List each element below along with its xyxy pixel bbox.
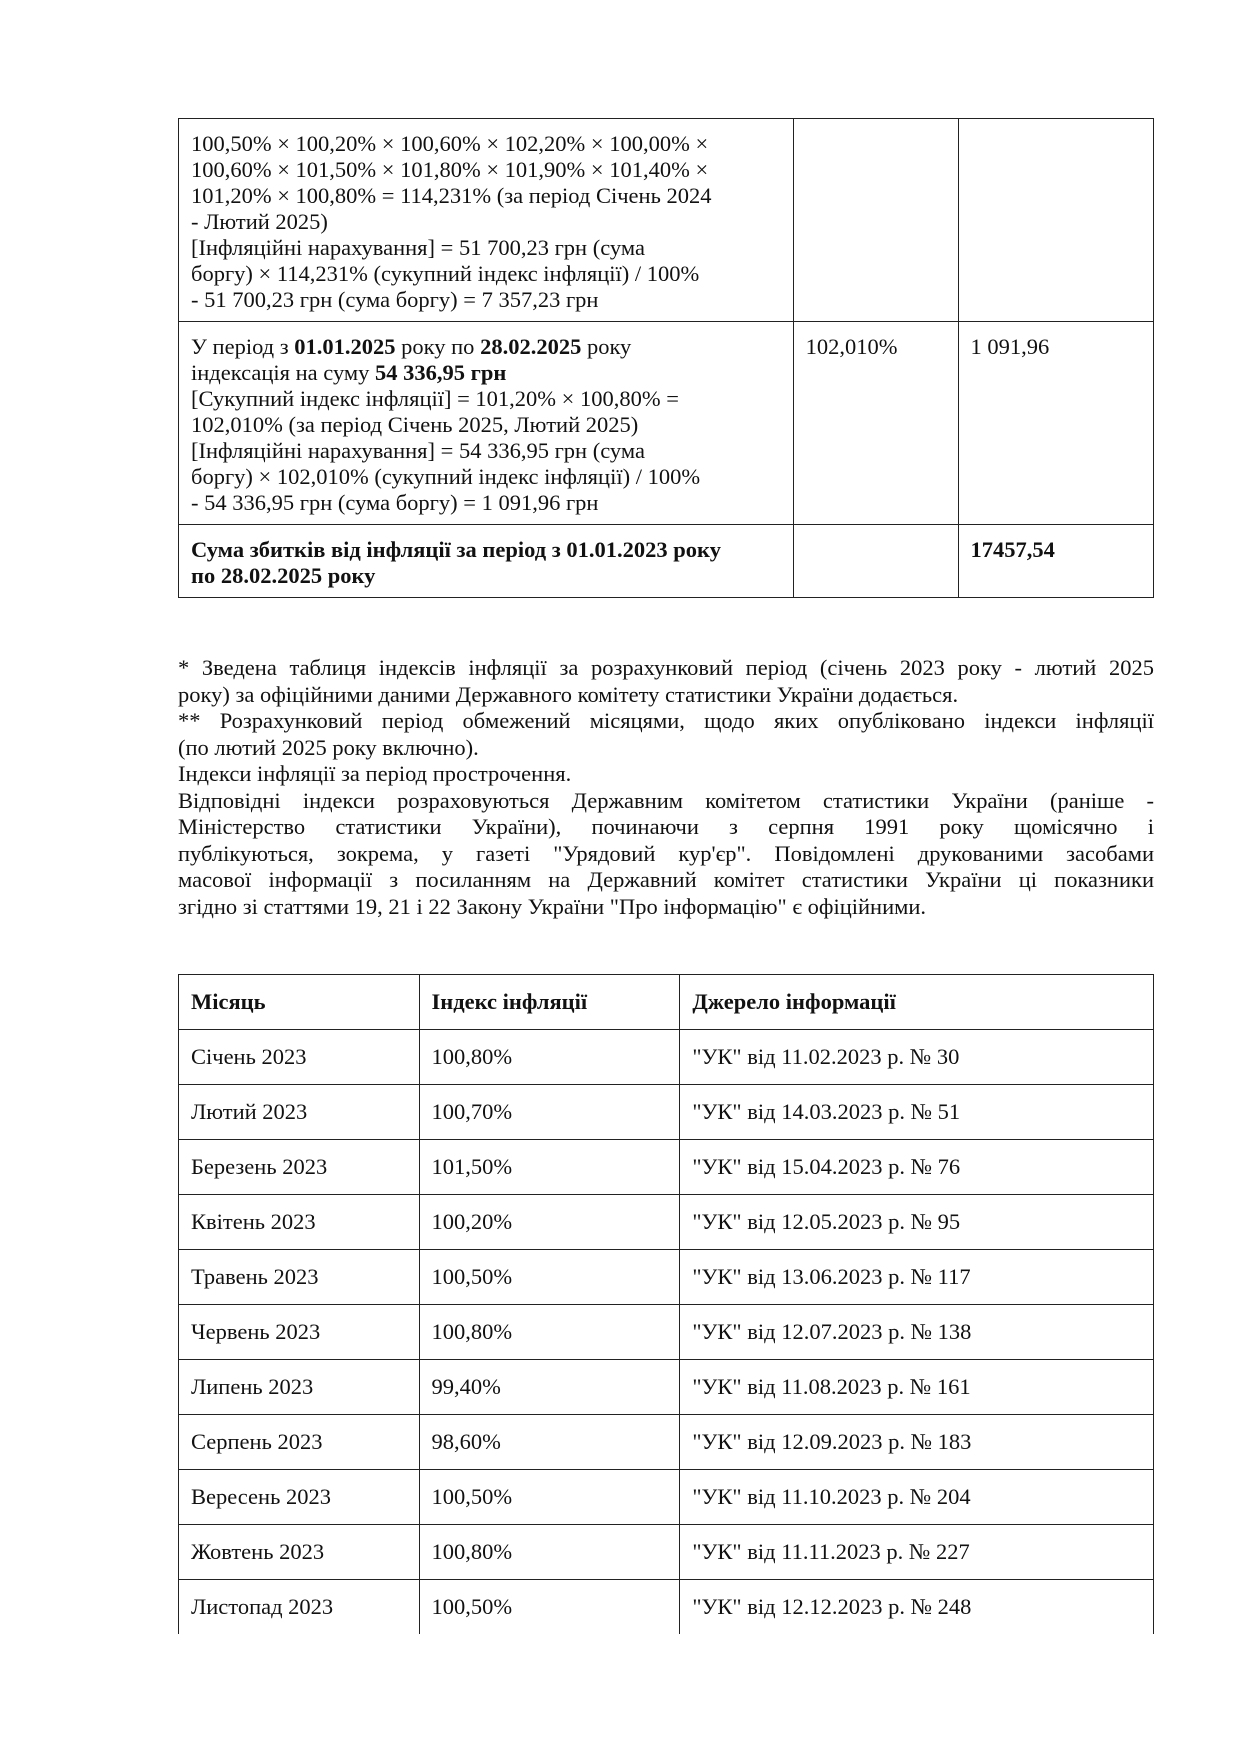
inflation-calculation-table (178, 118, 1154, 598)
calc-index-cell: 102,010% (793, 322, 958, 525)
source-cell: "УК" від 13.06.2023 р. № 117 (680, 1250, 1154, 1305)
calc-description-cell (179, 119, 794, 322)
paragraph-line: масової інформації з посиланням на Державний комітет статистики України ці показники (178, 867, 1154, 892)
month-cell: Листопад 2023 (179, 1580, 420, 1635)
calc-line: [Сукупний індекс інфляції] = 101,20% × 100,80% = (191, 386, 679, 411)
source-cell: "УК" від 11.02.2023 р. № 30 (680, 1030, 1154, 1085)
calc-line: боргу) × 102,010% (сукупний індекс інфляції) / 100% (191, 464, 701, 489)
calc-row (179, 119, 1154, 322)
month-cell: Вересень 2023 (179, 1470, 420, 1525)
note-line: ** Розрахунковий період обмежений місяцями, щодо яких опубліковано індекси інфляції (178, 708, 1154, 733)
index-cell: 100,50% (419, 1580, 680, 1635)
month-cell: Лютий 2023 (179, 1085, 420, 1140)
table-row (179, 1525, 1154, 1580)
calc-line: 100,60% × 101,50% × 101,80% × 101,90% × 101,40% × (191, 157, 709, 182)
notes-section (178, 655, 1154, 920)
month-cell: Квітень 2023 (179, 1195, 420, 1250)
calc-line: 100,50% × 100,20% × 100,60% × 102,20% × 100,00% × (191, 131, 709, 156)
calc-line: 101,20% × 100,80% = 114,231% (за період Січень 2024 (191, 183, 712, 208)
month-cell: Березень 2023 (179, 1140, 420, 1195)
header-source: Джерело інформації (680, 975, 1154, 1030)
note-line: * Зведена таблиця індексів інфляції за розрахунковий період (січень 2023 року - лютий 2025 (178, 655, 1154, 680)
table-row (179, 1305, 1154, 1360)
paragraph-line: згідно зі статтями 19, 21 і 22 Закону України "Про інформацію" є офіційними. (178, 893, 927, 919)
inflation-index-table (178, 974, 1154, 1634)
total-label-line: по 28.02.2025 року (191, 563, 376, 588)
note-line: (по лютий 2025 року включно). (178, 734, 479, 760)
index-cell: 100,80% (419, 1525, 680, 1580)
calc-total-row (179, 525, 1154, 598)
month-cell: Червень 2023 (179, 1305, 420, 1360)
paragraph-line: публікуються, зокрема, у газеті "Урядовий кур'єр". Повідомлені друкованими засобами (178, 840, 1154, 866)
index-cell: 100,50% (419, 1250, 680, 1305)
paragraph-line: Міністерство статистики України), починаючи з серпня 1991 року щомісячно і (178, 814, 1154, 839)
table-row (179, 1470, 1154, 1525)
calc-line: боргу) × 114,231% (сукупний індекс інфляції) / 100% (191, 261, 700, 286)
index-cell: 101,50% (419, 1140, 680, 1195)
paragraph-line: Відповідні індекси розраховуються Державним комітетом статистики України (раніше - (178, 787, 1154, 813)
total-index-cell (793, 525, 958, 598)
header-index: Індекс інфляції (419, 975, 680, 1030)
table-row (179, 1085, 1154, 1140)
calc-sum-line: індексація на суму 54 336,95 грн (191, 360, 507, 385)
note-line: року) за офіційними даними Державного комітету статистики України додається. (178, 681, 959, 707)
month-cell: Січень 2023 (179, 1030, 420, 1085)
source-cell: "УК" від 12.05.2023 р. № 95 (680, 1195, 1154, 1250)
header-month: Місяць (179, 975, 420, 1030)
table-row (179, 1415, 1154, 1470)
calc-line: - 51 700,23 грн (сума боргу) = 7 357,23 грн (191, 287, 599, 312)
month-cell: Липень 2023 (179, 1360, 420, 1415)
calc-line: 102,010% (за період Січень 2025, Лютий 2025) (191, 412, 639, 437)
table-header-row (179, 975, 1154, 1030)
source-cell: "УК" від 11.11.2023 р. № 227 (680, 1525, 1154, 1580)
table-row (179, 1580, 1154, 1635)
index-cell: 100,70% (419, 1085, 680, 1140)
source-cell: "УК" від 11.10.2023 р. № 204 (680, 1470, 1154, 1525)
table-row (179, 1360, 1154, 1415)
source-cell: "УК" від 11.08.2023 р. № 161 (680, 1360, 1154, 1415)
table-row (179, 1140, 1154, 1195)
index-cell: 99,40% (419, 1360, 680, 1415)
month-cell: Серпень 2023 (179, 1415, 420, 1470)
source-cell: "УК" від 12.09.2023 р. № 183 (680, 1415, 1154, 1470)
calc-index-cell (793, 119, 958, 322)
source-cell: "УК" від 15.04.2023 р. № 76 (680, 1140, 1154, 1195)
calc-line: [Інфляційні нарахування] = 51 700,23 грн (сума (191, 235, 645, 260)
calc-amount-cell: 1 091,96 (958, 322, 1153, 525)
calc-period-line: У період з 01.01.2025 року по 28.02.2025 року (191, 334, 632, 359)
calc-line: [Інфляційні нарахування] = 54 336,95 грн (сума (191, 438, 645, 463)
calc-amount-cell (958, 119, 1153, 322)
calc-line: - Лютий 2025) (191, 209, 328, 234)
month-cell: Жовтень 2023 (179, 1525, 420, 1580)
index-cell: 100,80% (419, 1305, 680, 1360)
index-cell: 98,60% (419, 1415, 680, 1470)
index-cell: 100,80% (419, 1030, 680, 1085)
source-cell: "УК" від 14.03.2023 р. № 51 (680, 1085, 1154, 1140)
source-cell: "УК" від 12.12.2023 р. № 248 (680, 1580, 1154, 1635)
note-heading: Індекси інфляції за період прострочення. (178, 761, 572, 786)
total-amount: 17457,54 (970, 537, 1055, 562)
table-row (179, 1250, 1154, 1305)
total-label-cell (179, 525, 794, 598)
calc-description-cell (179, 322, 794, 525)
month-cell: Травень 2023 (179, 1250, 420, 1305)
total-label-line: Сума збитків від інфляції за період з 01.01.2023 року (191, 537, 721, 562)
index-cell: 100,20% (419, 1195, 680, 1250)
table-row (179, 1030, 1154, 1085)
table-row (179, 1195, 1154, 1250)
source-cell: "УК" від 12.07.2023 р. № 138 (680, 1305, 1154, 1360)
calc-line: - 54 336,95 грн (сума боргу) = 1 091,96 грн (191, 490, 599, 515)
calc-row (179, 322, 1154, 525)
total-amount-cell (958, 525, 1153, 598)
index-cell: 100,50% (419, 1470, 680, 1525)
